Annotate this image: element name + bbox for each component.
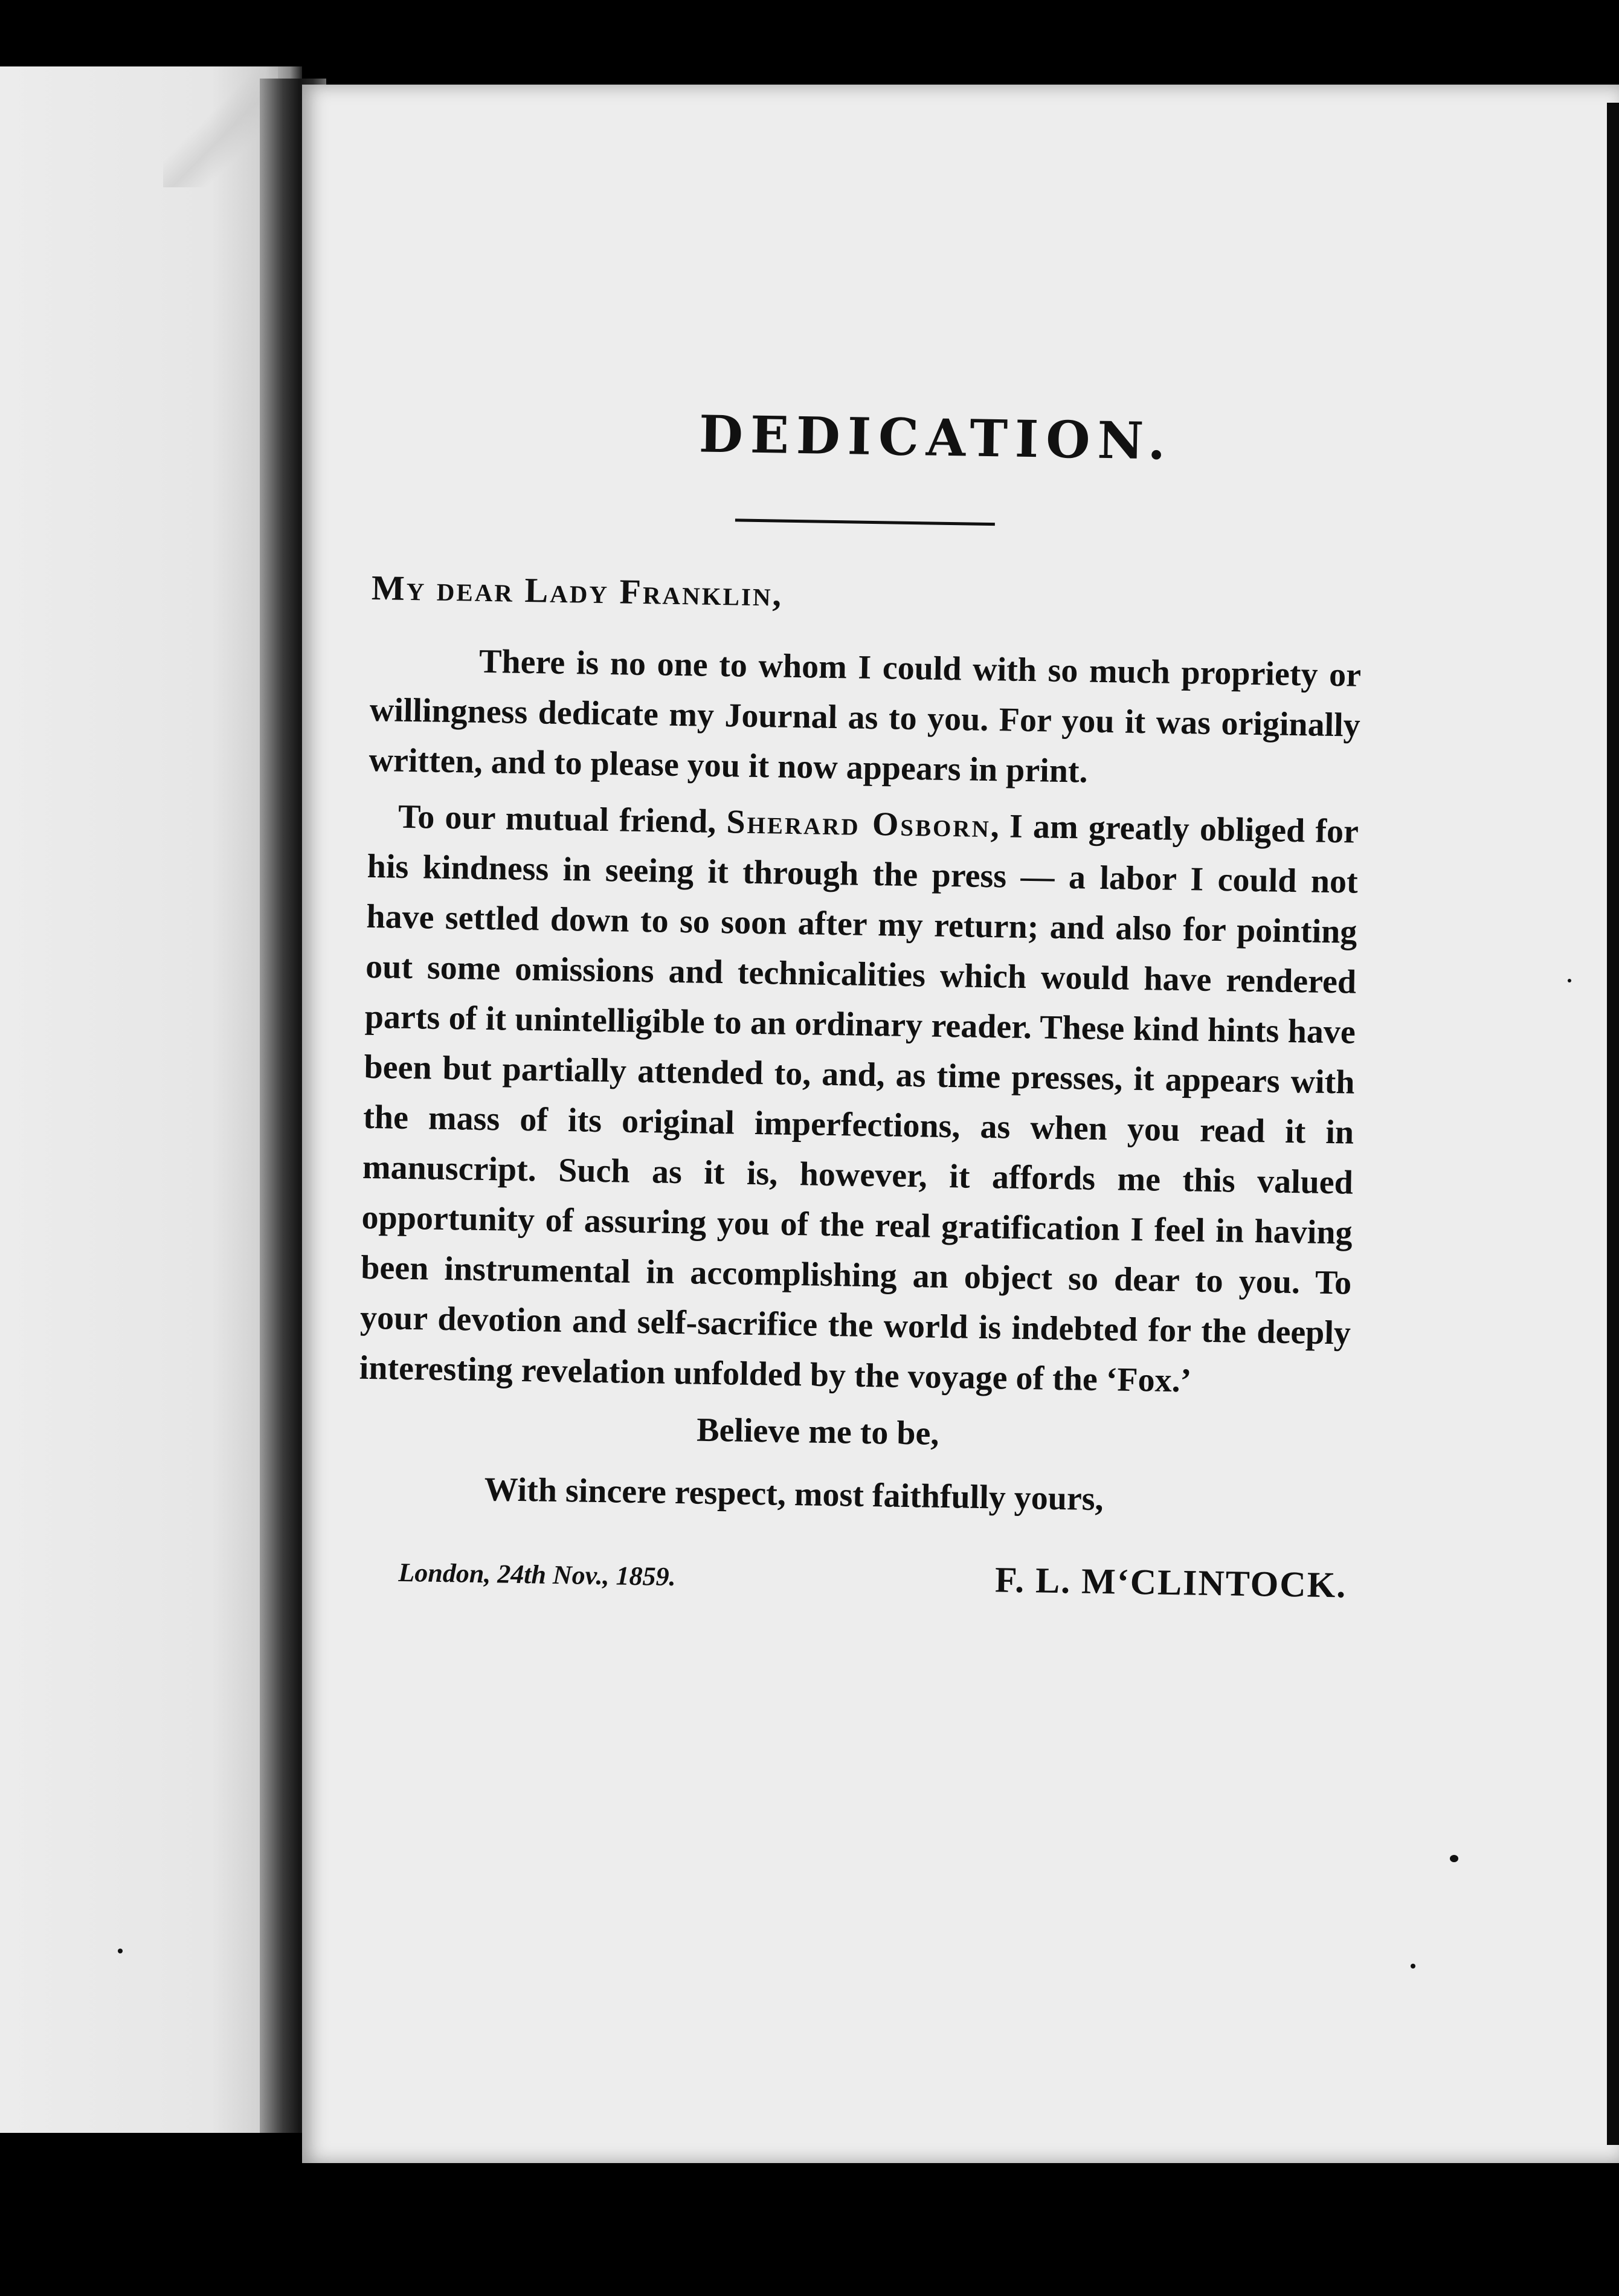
print-speck	[1450, 1855, 1458, 1862]
closing-line-2: With sincere respect, most faithfully yours,	[484, 1471, 1104, 1518]
title-rule	[735, 518, 995, 526]
left-page	[0, 66, 302, 2133]
signature: F. L. M‘CLINTOCK.	[994, 1559, 1347, 1605]
print-speck	[1411, 1964, 1415, 1969]
page-title: DEDICATION.	[698, 404, 1173, 471]
print-speck	[118, 1949, 123, 1953]
paragraph-1: There is no one to whom I could with so much propriety or willingness dedicate my Journal as to you. For you it was originally written, and to please you it now appears in print.	[369, 642, 1362, 790]
paragraph-2	[359, 792, 1359, 1409]
paragraph-2-lead: To our mutual friend,	[398, 798, 727, 841]
print-speck	[1568, 979, 1571, 982]
page-edge-shadow	[1607, 103, 1619, 2145]
place-date: London, 24th Nov., 1859.	[398, 1557, 677, 1592]
paragraph-2-rest: , I am greatly obliged for his kindness in seeing it through the press — a labor I could not have settled down to so soon after my return; and also for pointing out some omissions and technicalities which would have rendered parts of it unintelligible to an ordinary reader. These kind hints have been but partially attended to, and, as time presses, it appears with the mass of its original imperfections, as when you read it in manuscript. Such as it is, however, it affords me this valued opportunity of assuring you of the real gratification I feel in having been instrumental in accomplishing an object so dear to you. To your devotion and self-sacrifice the world is indebted for the deeply interesting revelation unfolded by the voyage of the ‘Fox.’	[359, 807, 1359, 1400]
paragraph-2-name: Sherard Osborn	[726, 803, 991, 845]
salutation: My dear Lady Franklin,	[371, 567, 784, 614]
closing-line-1: Believe me to be,	[696, 1411, 939, 1453]
dedication-text-block	[356, 399, 1365, 1619]
